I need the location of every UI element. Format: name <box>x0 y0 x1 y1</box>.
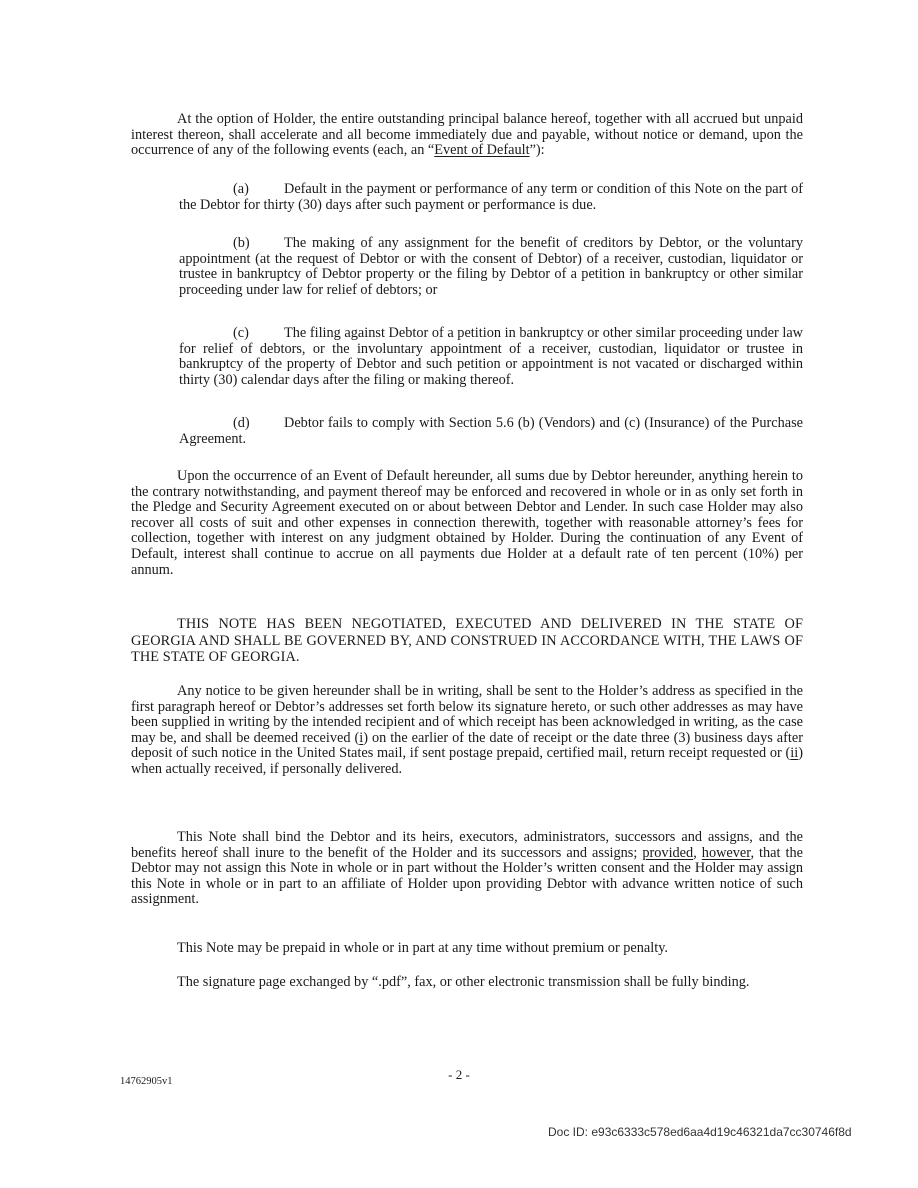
item-text: The filing against Debtor of a petition in bankruptcy or other similar proceeding under law for relief of debtors, or the involuntary appointment of a receiver, custodian, liquidator or trustee in bankruptcy of the property of Debtor and such petition or appointment is not vacated or discharged within thirty (30) calendar days after the filing or making thereof. <box>179 325 803 388</box>
signature-paragraph <box>131 975 803 991</box>
default-item-c <box>179 326 803 388</box>
signature-text: The signature page exchanged by “.pdf”, fax, or other electronic transmission shall be fully binding. <box>177 974 750 990</box>
event-of-default-term: Event of Default <box>434 142 530 159</box>
binding-text-1: This Note shall bind the Debtor and its heirs, executors, administrators, successors and assigns, and the benefits hereof shall inure to the benefit of the Holder and its successors and assigns; <box>131 829 803 861</box>
default-item-d <box>179 416 803 447</box>
remedies-paragraph <box>131 469 803 578</box>
notice-text-1: Any notice to be given hereunder shall be in writing, shall be sent to the Holder’s address as specified in the first paragraph hereof or Debtor’s addresses set forth below its signature hereto, or such other addresses as may have been supplied in writing by the intended recipient and of which receipt has been acknowledged in writing, as the case may be, and shall be deemed received ( <box>131 683 803 746</box>
intro-text-after: ”): <box>529 142 545 159</box>
binding-text-2: , that the Debtor may not assign this Note in whole or in part without the Holder’s written consent and the Holder may assign this Note in whole or in part to an affiliate of Holder upon providing Debtor with advance written notice of such assignment. <box>131 844 803 908</box>
governing-law-paragraph <box>131 616 803 666</box>
default-item-b <box>179 236 803 298</box>
item-label: (a) <box>233 181 249 197</box>
default-item-a <box>179 182 803 213</box>
document-reference: 14762905v1 <box>120 1076 173 1087</box>
document-id: Doc ID: e93c6333c578ed6aa4d19c46321da7cc30746f8d <box>548 1125 852 1139</box>
binding-comma: , <box>693 844 702 861</box>
notice-clause-ii: ii <box>790 745 799 762</box>
intro-text-before: At the option of Holder, the entire outstanding principal balance hereof, together with all accrued but unpaid interest thereon, shall accelerate and all become immediately due and payable, without notice or demand, upon the occurrence of any of the following events (each, an “ <box>131 111 803 159</box>
notice-paragraph <box>131 684 803 778</box>
item-label: (d) <box>233 415 250 431</box>
acceleration-paragraph <box>131 112 803 159</box>
item-text: Default in the payment or performance of any term or condition of this Note on the part of the Debtor for thirty (30) days after such payment or performance is due. <box>179 181 803 213</box>
page-number: - 2 - <box>448 1067 470 1082</box>
prepayment-paragraph <box>131 941 803 957</box>
item-text: Debtor fails to comply with Section 5.6 (b) (Vendors) and (c) (Insurance) of the Purchase Agreement. <box>179 415 803 447</box>
provided-term: provided <box>642 844 694 861</box>
notice-text-3: ) when actually received, if personally delivered. <box>131 745 803 777</box>
binding-paragraph <box>131 830 803 908</box>
notice-text-2: ) on the earlier of the date of receipt or the date three (3) business days after deposit of such notice in the United States mail, if sent postage prepaid, certified mail, return receipt requested or ( <box>131 729 803 762</box>
remedies-text: Upon the occurrence of an Event of Default hereunder, all sums due by Debtor hereunder, anything herein to the contrary notwithstanding, and payment thereof may be enforced and recovered in whole or in as only set forth in the Pledge and Security Agreement executed on or about between Debtor and Lender. In such case Holder may also recover all costs of suit and other expenses in connection therewith, together with reasonable attorney’s fees for collection, together with interest on any judgment obtained by Holder. During the continuation of any Event of Default, interest shall continue to accrue on all payments due Holder at a default rate of ten percent (10%) per annum. <box>131 468 803 578</box>
however-term: however <box>701 844 751 861</box>
notice-clause-i: i <box>359 729 364 746</box>
item-label: (c) <box>233 325 249 341</box>
governing-law-text: THIS NOTE HAS BEEN NEGOTIATED, EXECUTED AND DELIVERED IN THE STATE OF GEORGIA AND SHALL BE GOVERNED BY, AND CONSTRUED IN ACCORDANCE WITH, THE LAWS OF THE STATE OF GEORGIA. <box>131 616 803 665</box>
item-text: The making of any assignment for the benefit of creditors by Debtor, or the voluntary appointment (at the request of Debtor or with the consent of Debtor) of a receiver, custodian, liquidator or trustee in bankruptcy of Debtor property or the filing by Debtor of a petition in bankruptcy or other similar proceeding under law for relief of debtors; or <box>179 235 803 298</box>
prepayment-text: This Note may be prepaid in whole or in part at any time without premium or penalty. <box>177 940 669 956</box>
item-label: (b) <box>233 235 250 251</box>
